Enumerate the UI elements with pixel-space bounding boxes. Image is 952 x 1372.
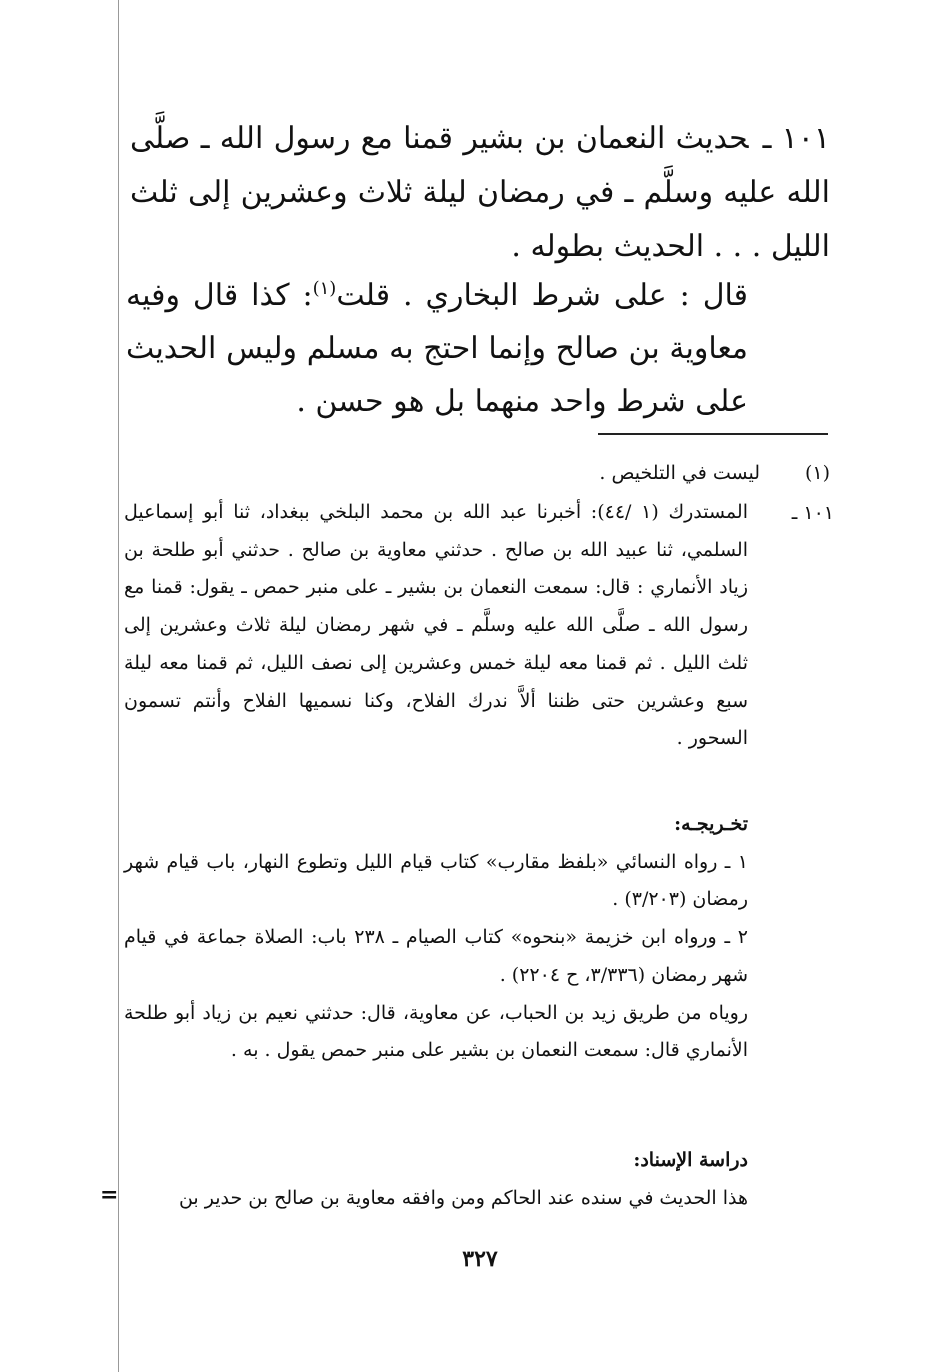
- source-footnote-text: المستدرك (١ /٤٤): أخبرنا عبد الله بن محمد البلخي ببغداد، ثنا أبو إسماعيل السلمي، ثنا عبيد الله بن صالح . حدثني معاوية بن صالح . حدثني أبو طلحة بن زياد الأنماري : قال: سمعت النعمان بن بشير ـ على منبر حمص ـ يقول: قمنا مع رسول الله ـ صلَّى الله عليه وسلَّم ـ في شهر رمضان ليلة ثلاث وعشرين إلى ثلث الليل . ثم قمنا معه ليلة خمس وعشرين إلى نصف الليل، ثم قمنا معه ليلة سبع وعشرين حتى ظننا ألاَّ ندرك الفلاح، وكنا نسميها الفلاح وأنتم تسمون السحور .: [124, 501, 748, 750]
- isnad-heading: دراسة الإسناد:: [633, 1149, 748, 1171]
- footnote-1: [599, 454, 830, 492]
- isnad-text: هذا الحديث في سنده عند الحاكم ومن وافقه معاوية بن صالح بن حدير بن: [178, 1186, 748, 1209]
- footnote-1-marker: (١): [804, 462, 830, 484]
- hadith-main-text: [130, 112, 830, 274]
- footnote-separator: [598, 433, 828, 435]
- hadith-text: حديث النعمان بن بشير قمنا مع رسول الله ـ صلَّى الله عليه وسلَّم ـ في رمضان ليلة ثلاث وعشرين إلى ثلث الليل . . . الحديث بطوله .: [130, 121, 830, 264]
- takhrij-item-2: ٢ ـ ورواه ابن خزيمة «بنحوه» كتاب الصيام ـ ٢٣٨ باب: الصلاة جماعة في قيام شهر رمضان (٣/٣٣٦، ح ٢٢٠٤) .: [124, 926, 748, 986]
- commentary-rest: : كذا قال وفيه معاوية بن صالح وإنما احتج به مسلم وليس الحديث على شرط واحد منهما بل هو حسن .: [126, 278, 748, 419]
- takhrij-item-1: ١ ـ رواه النسائي «بلفظ مقارب» كتاب قيام الليل وتطوع النهار، باب قيام شهر رمضان (٣/٢٠٣) .: [124, 850, 748, 911]
- takhrij-item-3: روياه من طريق زيد بن الحباب، عن معاوية، قال: حدثني نعيم بن زياد أبو طلحة الأنماري قال: سمعت النعمان بن بشير على منبر حمص يقول . به .: [124, 1001, 748, 1062]
- commentary-text: قال : على شرط البخاري . قلت: [336, 278, 748, 313]
- hadith-number: ١٠١ ـ: [762, 121, 830, 156]
- page-number: ٣٢٧: [462, 1246, 498, 1272]
- footnote-reference[interactable]: (١): [312, 278, 337, 299]
- takhrij-heading: تخـريجـه:: [674, 813, 748, 835]
- source-footnote-marker: ١٠١ ـ: [791, 502, 834, 524]
- page-binding-line: [118, 0, 119, 1372]
- footnote-1-text: ليست في التلخيص .: [599, 462, 760, 484]
- hadith-commentary: [126, 262, 748, 428]
- isnad-section: [124, 1142, 748, 1217]
- continuation-mark: =: [100, 1182, 119, 1208]
- takhrij-section: [124, 806, 748, 1070]
